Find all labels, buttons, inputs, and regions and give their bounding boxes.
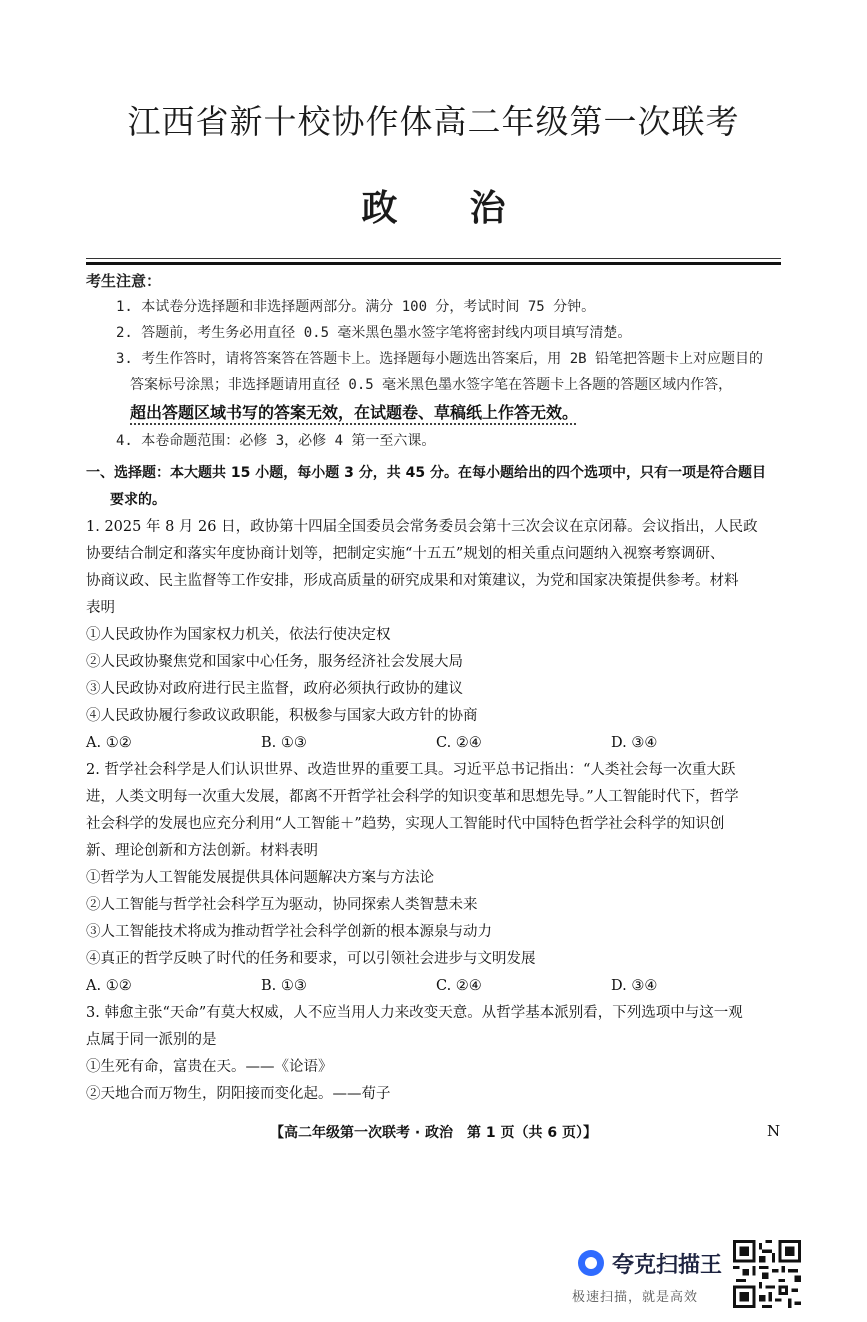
question-2 (86, 757, 786, 1000)
q2-option: ②人工智能与哲学社会科学互为驱动，协同探索人类智慧未来 (86, 897, 478, 913)
subject-char-2: 治 (469, 187, 506, 229)
exam-title: 江西省新十校协作体高二年级第一次联考 (127, 102, 740, 141)
subject-char-1: 政 (361, 187, 398, 229)
emphasis-text: 超出答题区域书写的答案无效，在试题卷、草稿纸上作答无效。 (130, 403, 579, 422)
section-heading-cont: 要求的。 (110, 492, 166, 508)
q1-line: 1. 2025 年 8 月 26 日，政协第十四届全国委员会常务委员会第十三次会议在京闭幕。会议指出，人民政 (86, 519, 758, 535)
q2-line: 进，人类文明每一次重大发展，都离不开哲学社会科学的知识变革和思想先导。”人工智能时代下，哲学 (86, 789, 739, 805)
q1-choice-d: D. ③④ (611, 735, 658, 751)
subject-title (0, 180, 867, 231)
q3-line: 点属于同一派别的是 (86, 1032, 217, 1048)
q1-choices (86, 730, 786, 757)
header-rule-thick (86, 262, 781, 265)
q1-option: ③人民政协对政府进行民主监督，政府必须执行政协的建议 (86, 681, 463, 697)
notice-item-1: 1. 本试卷分选择题和非选择题两部分。满分 100 分，考试时间 75 分钟。 (116, 299, 596, 315)
candidate-notice (86, 268, 786, 454)
notice-title: 考生注意： (86, 272, 162, 290)
q1-choice-a: A. ①② (86, 735, 132, 751)
q2-option: ③人工智能技术将成为推动哲学社会科学创新的根本源泉与动力 (86, 924, 492, 940)
q2-choices (86, 973, 786, 1000)
q1-option: ①人民政协作为国家权力机关，依法行使决定权 (86, 627, 391, 643)
notice-item-2: 2. 答题前，考生务必用直径 0.5 毫米黑色墨水签字笔将密封线内项目填写清楚。 (116, 325, 632, 341)
notice-item-4: 4. 本卷命题范围：必修 3，必修 4 第一至六课。 (116, 433, 436, 449)
scanner-watermark (572, 1238, 732, 1308)
q2-line: 社会科学的发展也应充分利用“人工智能＋”趋势，实现人工智能时代中国特色哲学社会科学的知识创 (86, 816, 725, 832)
q2-choice-a: A. ①② (86, 978, 132, 994)
footer-mark: N (767, 1122, 781, 1140)
scanner-logo-icon (578, 1250, 604, 1276)
question-1 (86, 514, 786, 757)
qr-code-icon (733, 1240, 801, 1308)
q2-line: 2. 哲学社会科学是人们认识世界、改造世界的重要工具。习近平总书记指出：“人类社会每一次重大跃 (86, 762, 736, 778)
q3-line: 3. 韩愈主张“天命”有莫大权威，人不应当用人力来改变天意。从哲学基本派别看，下列选项中与这一观 (86, 1005, 743, 1021)
q2-option: ④真正的哲学反映了时代的任务和要求，可以引领社会进步与文明发展 (86, 951, 536, 967)
q2-line: 新、理论创新和方法创新。材料表明 (86, 843, 318, 859)
q2-choice-b: B. ①③ (261, 978, 307, 994)
q1-line: 协商议政、民主监督等工作安排，形成高质量的研究成果和对策建议，为党和国家决策提供参考。材料 (86, 573, 739, 589)
header-rule-thin (86, 258, 781, 259)
page-footer: 【高二年级第一次联考 · 政治 第 1 页（共 6 页）】 (269, 1125, 598, 1141)
q2-option: ①哲学为人工智能发展提供具体问题解决方案与方法论 (86, 870, 434, 886)
notice-item-3-emphasis (86, 398, 786, 428)
watermark-name: 夸克扫描王 (612, 1253, 723, 1278)
notice-item-3: 3. 考生作答时，请将答案答在答题卡上。选择题每小题选出答案后，用 2B 铅笔把答题卡上对应题目的 (116, 351, 763, 367)
q1-choice-b: B. ①③ (261, 735, 307, 751)
q1-line: 表明 (86, 600, 115, 616)
question-3 (86, 1000, 786, 1108)
questions (86, 460, 786, 1108)
q3-option: ①生死有命，富贵在天。——《论语》 (86, 1059, 333, 1075)
q1-choice-c: C. ②④ (436, 735, 482, 751)
q1-option: ④人民政协履行参政议政职能，积极参与国家大政方针的协商 (86, 708, 478, 724)
q2-choice-d: D. ③④ (611, 978, 658, 994)
q3-option: ②天地合而万物生，阴阳接而变化起。——荀子 (86, 1086, 391, 1102)
notice-item-3-cont: 答案标号涂黑；非选择题请用直径 0.5 毫米黑色墨水签字笔在答题卡上各题的答题区域内作答， (130, 377, 733, 393)
q2-choice-c: C. ②④ (436, 978, 482, 994)
watermark-slogan: 极速扫描，就是高效 (572, 1290, 699, 1305)
q1-line: 协要结合制定和落实年度协商计划等，把制定实施“十五五”规划的相关重点问题纳入视察考察调研、 (86, 546, 725, 562)
q1-option: ②人民政协聚焦党和国家中心任务，服务经济社会发展大局 (86, 654, 463, 670)
section-heading: 一、选择题：本大题共 15 小题，每小题 3 分，共 45 分。在每小题给出的四个选项中，只有一项是符合题目 (86, 465, 766, 481)
